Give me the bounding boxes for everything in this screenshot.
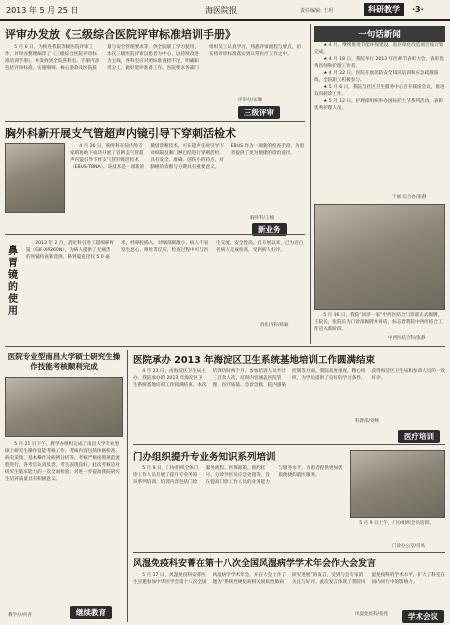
news-item: ★ 5 月 6 日，我院与社区卫生服务中心召开联席会议，推进双向转诊工作。 — [314, 85, 445, 97]
news-item: ★ 5 月 12 日，护理部组织举办国际护士节系列活动，表彰优秀护理人员。 — [314, 99, 443, 111]
article-6-title: 门办组织提升专业务知识系列培训 — [133, 452, 276, 463]
article-3-author: 消化内科/韩颖 — [260, 323, 289, 328]
article-1-title: 评审办发放《三级综合医院评审标准培训手册》 — [5, 28, 236, 41]
article-7-tag: 学术会议 — [402, 610, 444, 623]
news-column-header: 一句话新闻 — [314, 26, 445, 42]
article-4-photo — [5, 377, 123, 437]
article-2-photo — [5, 143, 65, 213]
article-4-author: 教学办/何青 — [8, 613, 33, 618]
article-5-text: 4 月 23 日，由海淀区卫生局主办、我院承办的 2013 年海淀区卫生系统基地培训工作圆满结束。本次培训历时两个月，参加培训人员共计三百余人次，培训内容涵盖医院管理、医疗质量、急诊急救、院内感染控制等方面。我院高度重视，精心组织，为学员提供了良好的学习条件，获得海淀区卫生局和参训人员的一致好评。 — [133, 369, 445, 388]
article-6-body — [133, 465, 345, 545]
article-6-caption-text: 5 月 9 日上午，门办组织全员培训。 — [359, 521, 434, 526]
article-2-author: 胸外科/王楠 — [250, 216, 275, 221]
page-number: ·3· — [412, 5, 424, 14]
article-6-caption — [350, 520, 445, 542]
article-4-text: 5 月 21 日下午，教学办组织完成了南昌大学专业型硕士研究生操作技能考核工作。考核内容包括体格检查、病史采集、基本操作及病例分析等。考核严格按照规范流程进行，各考官认真负责，考生表现良好。此次考核是对研究生临床能力的一次全面检验，对进一步提高我院研究生培养质量具有积极意义。 — [5, 442, 120, 482]
article-4-body — [5, 441, 123, 601]
article-3-body — [26, 240, 305, 320]
article-6-text: 5 月 9 日，门办组织全体门诊工作人员开展了提升专业务知识系列培训。培训内容包括门诊服务流程、医保政策、预约挂号、分诊导医及应急处置等，旨在提高门诊工作人员的业务能力与服务水平，为患者提供更加优质便捷的就医服务。 — [133, 466, 343, 485]
article-4-title: 医院专业型南昌大学硕士研究生操作技能考核顺利完成 — [7, 352, 121, 371]
article-6-author: 门诊办公室/肖凤 — [392, 544, 426, 549]
article-5-title: 医院承办 2013 年海淀区卫生系统基地培训工作圆满结束 — [133, 355, 376, 366]
article-7-author: 风湿免疫科/张苑 — [355, 612, 389, 617]
article-1-text: 5 月 6 日，为推进我院等级医院评审工作，评审办整理编印了《三级综合医院评审标准培训手册》，并发放到全院各科室。手册内容包括评审标准、实施细则、核心条款及医院质量与安全管理要求等，供全院职工学习使用。本次三级医院评审以患者为中心，以持续改进为主线，各科室应对照标准查找不足，明确职责分工，做好迎评准备工作。医院要求各部门组织员工认真学习，熟悉评审流程与要点，切实将评审标准落实到日常医疗工作之中。 — [5, 45, 301, 71]
article-4-tag: 继续教育 — [70, 606, 112, 619]
photo-caption-1-text: 5 月 16 日，我院“同济一家”中西医结合门诊部正式揭牌，王院长、张院长为门诊部揭牌并讲话，标志着我院中西医结合工作迈入新阶段。 — [314, 313, 443, 332]
editor-credit: 责任编辑: 王玥 — [300, 8, 334, 14]
article-6-photo — [350, 450, 445, 518]
photo-caption-1-author: 中西医结合科/张静 — [388, 336, 426, 341]
news-item: ★ 4 月，继续推进节能环保建设，院区绿化改造项目按计划完成。 — [314, 43, 444, 55]
article-7-title: 风湿免疫科安菁在第十八次全国风湿病学学术年会作大会发言 — [133, 559, 377, 569]
masthead — [0, 0, 450, 21]
article-7-text: 5 月 17 日，风湿免疫科安菁医生应邀参加中华医学会第十八次全国风湿病学学术年会，并在大会上作了题为“系统性硬化病相关间质性肺病研究进展”的发言，受到与会专家的关注与好评。此次发言体现了我院风湿免疫科的学术水平，扩大了科室在国内同行中的影响力。 — [133, 573, 445, 585]
article-3-title: 鼻胃镜的使用 — [8, 246, 18, 317]
article-7-body — [133, 572, 445, 610]
article-3-text: 2013 年 2 月，消化科引进了超细鼻胃镜（GIF-XP260N），为病人提供了无痛苦的胃镜检查新选择。鼻胃镜直径仅 5.0 毫米，经鼻腔插入，对咽部刺激小，病人不易发生恶心、呕吐等反应，检查过程中可与医生交流，安全性高。自开展以来，已为近百名病人完成检查，受到病人好评。 — [26, 241, 304, 260]
news-column-author: 于丽 综合办/张静 — [392, 195, 427, 200]
article-5-tag: 医疗培训 — [398, 430, 440, 443]
article-1-tag: 三级评审 — [238, 106, 280, 119]
article-5-body — [133, 368, 445, 416]
article-2-tag: 新业务 — [252, 223, 287, 236]
news-item: ★ 4 月 22 日，医院开展消防安全知识培训和应急疏散演练，全院职工积极参与。 — [314, 71, 439, 83]
section-name: 科研教学 — [364, 3, 404, 16]
issue-date: 2013 年 5 月 25 日 — [6, 6, 79, 15]
paper-name: 海医院报 — [205, 6, 237, 15]
article-2-body — [70, 143, 305, 213]
news-column-list — [314, 42, 445, 192]
event-photo-1 — [314, 204, 445, 310]
article-5-author: 科教部/刘畅 — [355, 419, 380, 424]
article-2-title: 胸外科新开展支气管超声内镜引导下穿刺活检术 — [5, 127, 236, 140]
article-2-text: 4 月 26 日，胸外科在院内外专家的协助下成功开展了首例支气管超声内镜引导下经支气管针吸活检术（EBUS-TBNA）。该技术是一项新的微创诊断技术，可在超声实时引导下对纵隔及肺门淋巴结进行穿刺活检，具有安全、准确、创伤小的特点，对肺癌的诊断与分期具有重要意义。EBUS 作为一项新的检查手段，为患者提供了更为便捷的诊治途径。 — [70, 144, 305, 170]
article-1-author: 评审办/宋琳 — [238, 98, 263, 103]
article-1-body — [5, 44, 305, 96]
news-item: ★ 4 月 18 日，我院举行 2013 年医师节表彰大会，表彰优秀医师和护理工作者。 — [314, 57, 444, 69]
